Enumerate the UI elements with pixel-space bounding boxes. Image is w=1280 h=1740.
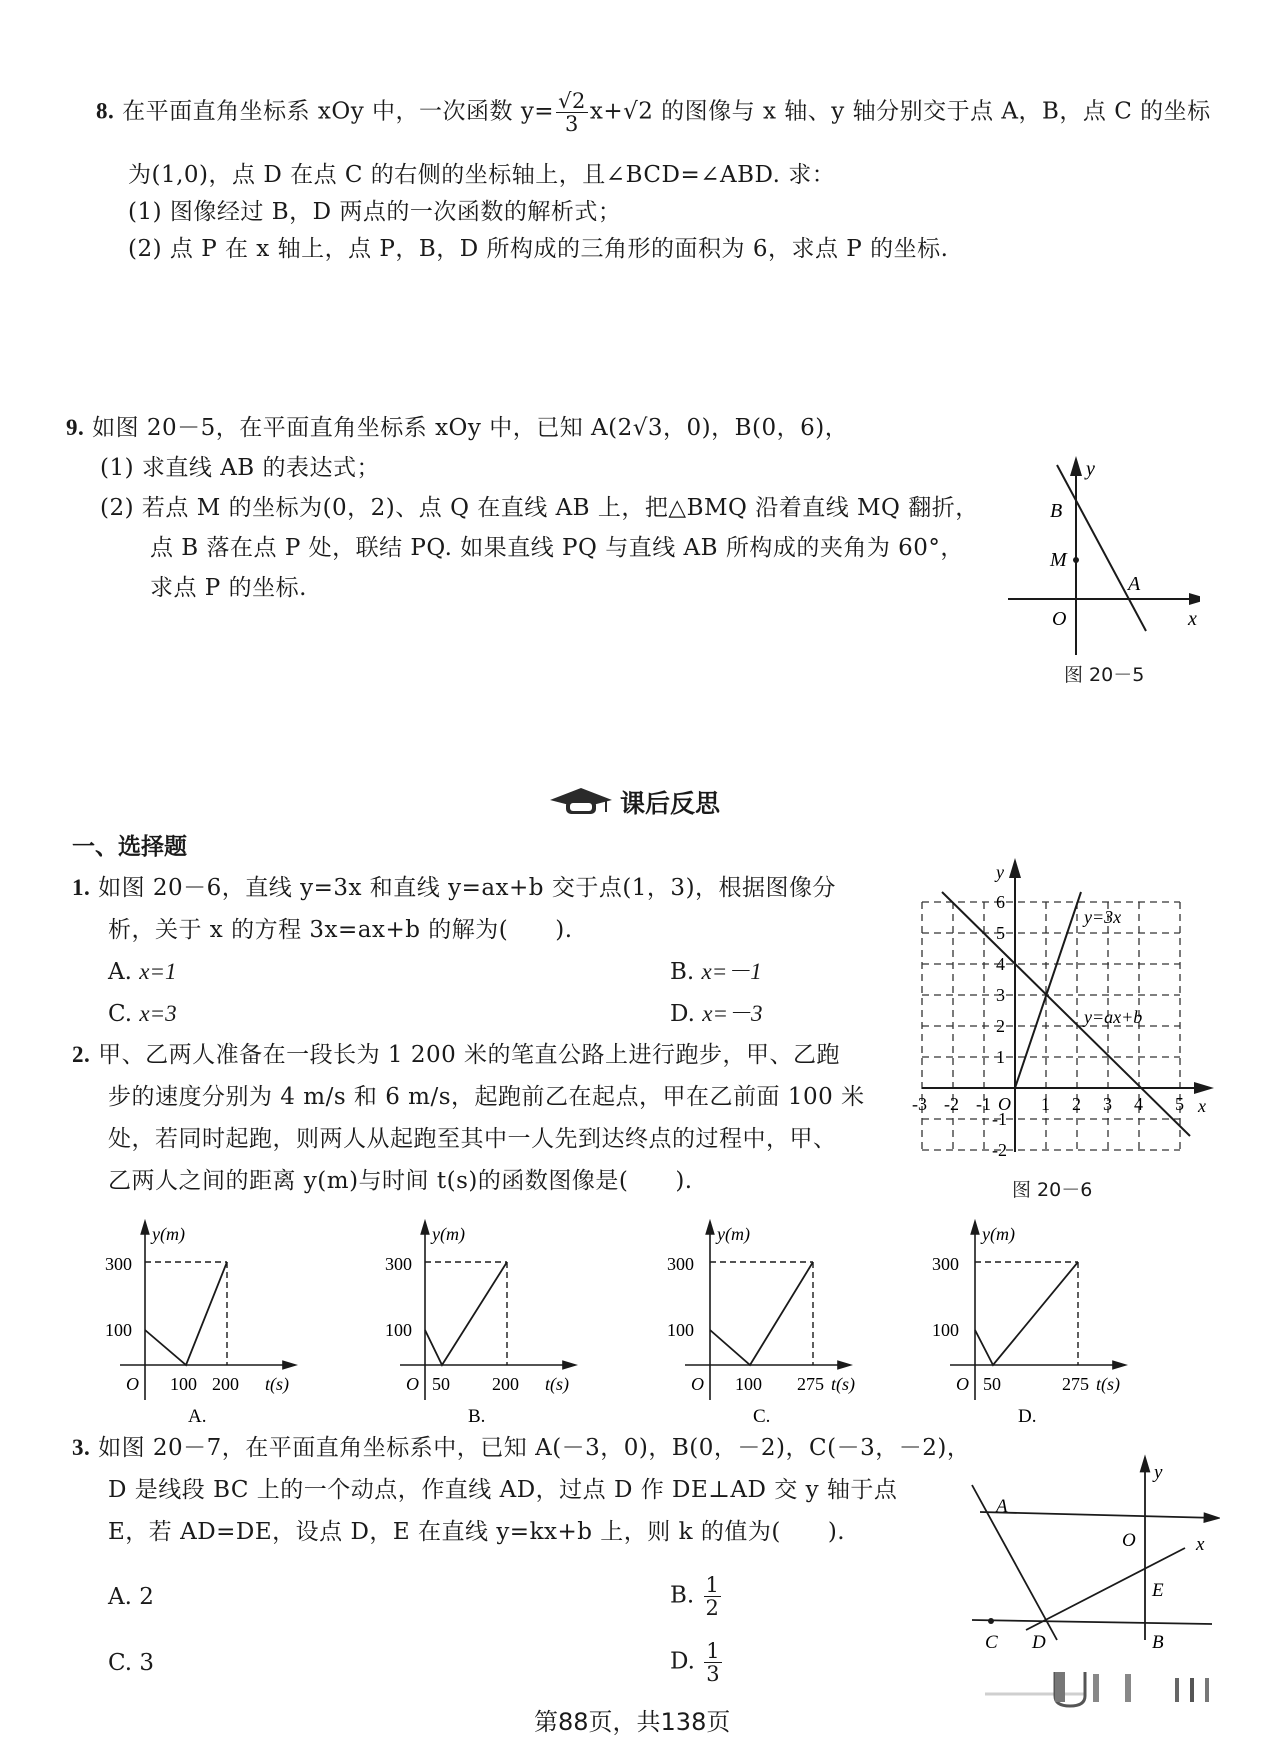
- svg-text:200: 200: [212, 1374, 239, 1394]
- section-title: 课后反思: [620, 789, 721, 818]
- q9-line1: 9. 如图 20－5，在平面直角坐标系 xOy 中，已知 A(2√3，0)，B(0，6)，: [66, 415, 849, 441]
- svg-text:y: y: [1154, 1462, 1163, 1483]
- c1-option-d[interactable]: D. x=－3: [670, 1001, 763, 1027]
- svg-text:O: O: [406, 1374, 419, 1394]
- graph-option-c[interactable]: [645, 1210, 865, 1425]
- scan-artifact-bars: [985, 1668, 1215, 1708]
- label-y: y: [996, 862, 1004, 882]
- label-y: y: [1086, 458, 1095, 480]
- svg-text:300: 300: [105, 1254, 132, 1274]
- svg-text:-2: -2: [992, 1140, 1007, 1160]
- svg-text:O: O: [998, 1094, 1011, 1114]
- svg-text:O: O: [691, 1374, 704, 1394]
- c1-option-a[interactable]: A. x=1: [108, 959, 177, 985]
- svg-text:-3: -3: [912, 1094, 927, 1114]
- svg-text:4: 4: [996, 954, 1005, 974]
- figure-20-6: [900, 850, 1220, 1180]
- svg-text:t(s): t(s): [831, 1374, 855, 1394]
- q8-fraction: $\frac{√2}{3}$: [558, 89, 586, 136]
- figure-20-5-caption: 图 20－5: [1064, 664, 1145, 686]
- svg-text:B: B: [1152, 1632, 1164, 1650]
- svg-text:100: 100: [932, 1320, 959, 1340]
- svg-text:275: 275: [797, 1374, 824, 1394]
- svg-text:O: O: [956, 1374, 969, 1394]
- svg-text:A.: A.: [188, 1406, 207, 1425]
- graph-option-b[interactable]: [370, 1210, 590, 1425]
- c3-number: 3.: [72, 1435, 91, 1460]
- q8-sub2: (2) 点 P 在 x 轴上，点 P，B，D 所构成的三角形的面积为 6，求点 P 的坐标.: [128, 236, 949, 262]
- svg-text:2: 2: [1072, 1094, 1081, 1114]
- svg-text:50: 50: [983, 1374, 1001, 1394]
- c3-option-c[interactable]: C. 3: [108, 1650, 155, 1676]
- q9-sub1: (1) 求直线 AB 的表达式；: [100, 455, 381, 481]
- label-x: x: [1188, 608, 1197, 630]
- svg-text:300: 300: [385, 1254, 412, 1274]
- q9-sub2-line2: 点 B 落在点 P 处，联结 PQ. 如果直线 PQ 与直线 AB 所构成的夹角为 60°，: [150, 535, 964, 561]
- x-axis: [980, 1512, 1218, 1518]
- svg-text:C.: C.: [753, 1406, 771, 1425]
- q8-number: 8.: [96, 98, 115, 124]
- svg-text:y(m): y(m): [717, 1224, 750, 1244]
- c1-option-c[interactable]: C. x=3: [108, 1001, 177, 1027]
- svg-text:2: 2: [996, 1016, 1005, 1036]
- graduation-cap-icon: [548, 786, 614, 818]
- c3-option-a[interactable]: A. 2: [108, 1584, 154, 1610]
- line-bc: [972, 1620, 1212, 1624]
- label-y-ax-b: y=ax+b: [1084, 1007, 1143, 1027]
- svg-text:t(s): t(s): [545, 1374, 569, 1394]
- label-m: M: [1050, 549, 1067, 571]
- svg-text:y(m): y(m): [432, 1224, 465, 1244]
- svg-text:1: 1: [1041, 1094, 1050, 1114]
- svg-text:1: 1: [996, 1047, 1005, 1067]
- svg-text:C: C: [985, 1632, 998, 1650]
- part-title: 一、选择题: [72, 834, 187, 860]
- point-m: [1073, 557, 1079, 563]
- point-c: [988, 1618, 994, 1624]
- svg-text:300: 300: [932, 1254, 959, 1274]
- q8-text-pre: 在平面直角坐标系 xOy 中，一次函数 y=: [122, 98, 555, 125]
- svg-text:t(s): t(s): [1096, 1374, 1120, 1394]
- svg-text:100: 100: [385, 1320, 412, 1340]
- svg-text:t(s): t(s): [265, 1374, 289, 1394]
- svg-text:100: 100: [735, 1374, 762, 1394]
- svg-text:100: 100: [170, 1374, 197, 1394]
- q9-number: 9.: [66, 415, 85, 440]
- svg-text:4: 4: [1134, 1094, 1143, 1114]
- svg-text:-1: -1: [992, 1109, 1007, 1129]
- svg-text:A: A: [996, 1496, 1008, 1517]
- svg-text:y(m): y(m): [152, 1224, 185, 1244]
- svg-text:5: 5: [996, 923, 1005, 943]
- svg-text:D.: D.: [1018, 1406, 1037, 1425]
- c1-line2: 析，关于 x 的方程 3x=ax+b 的解为( ).: [108, 917, 573, 943]
- svg-text:300: 300: [667, 1254, 694, 1274]
- graph-option-d[interactable]: [920, 1210, 1150, 1425]
- svg-text:B.: B.: [468, 1406, 486, 1425]
- line-ab: [1057, 465, 1146, 631]
- svg-text:3: 3: [1103, 1094, 1112, 1114]
- label-a: A: [1128, 573, 1141, 595]
- q9-sub2-line1: (2) 若点 M 的坐标为(0，2)、点 Q 在直线 AB 上，把△BMQ 沿着直线 MQ 翻折，: [100, 495, 979, 521]
- c1-number: 1.: [72, 875, 91, 900]
- graph-option-a[interactable]: [90, 1210, 310, 1425]
- line-ad: [972, 1485, 1057, 1640]
- svg-text:-2: -2: [944, 1094, 959, 1114]
- c3-line1: 3. 如图 20－7，在平面直角坐标系中，已知 A(－3，0)，B(0，－2)，C(－3，－2)，: [72, 1435, 971, 1461]
- svg-text:50: 50: [432, 1374, 450, 1394]
- figure-20-6-caption: 图 20－6: [1012, 1179, 1093, 1201]
- c3-option-d[interactable]: D. $\frac{1}{3}$: [670, 1639, 720, 1686]
- svg-text:-1: -1: [976, 1094, 991, 1114]
- svg-text:D: D: [1032, 1632, 1046, 1650]
- q8-line1: [96, 90, 1211, 135]
- figure-20-7: [960, 1450, 1220, 1650]
- c3-line3: E，若 AD=DE，设点 D，E 在直线 y=kx+b 上，则 k 的值为( ).: [108, 1519, 846, 1545]
- svg-text:O: O: [126, 1374, 139, 1394]
- label-x: x: [1198, 1096, 1206, 1116]
- svg-text:3: 3: [996, 985, 1005, 1005]
- label-y-3x: y=3x: [1084, 907, 1122, 927]
- c2-number: 2.: [72, 1042, 91, 1067]
- q8-sub1: (1) 图像经过 B，D 两点的一次函数的解析式；: [128, 199, 622, 225]
- q8-line2: 为(1,0)，点 D 在点 C 的右侧的坐标轴上，且∠BCD=∠ABD. 求：: [128, 162, 836, 188]
- svg-text:100: 100: [667, 1320, 694, 1340]
- c1-line1: 1. 如图 20－6，直线 y=3x 和直线 y=ax+b 交于点(1，3)，根据图像分: [72, 875, 837, 901]
- svg-text:200: 200: [492, 1374, 519, 1394]
- c3-line2: D 是线段 BC 上的一个动点，作直线 AD，过点 D 作 DE⊥AD 交 y 轴于点: [108, 1477, 898, 1503]
- c2-line4: 乙两人之间的距离 y(m)与时间 t(s)的函数图像是( ).: [108, 1168, 693, 1194]
- q8-text-post: x+√2 的图像与 x 轴、y 轴分别交于点 A，B，点 C 的坐标: [589, 98, 1211, 125]
- c2-line1: 2. 甲、乙两人准备在一段长为 1 200 米的笔直公路上进行跑步，甲、乙跑: [72, 1042, 841, 1068]
- figure-20-5: [1000, 455, 1200, 655]
- svg-text:x: x: [1196, 1534, 1205, 1555]
- line-y-3x: [1015, 892, 1081, 1088]
- q9-sub2-line3: 求点 P 的坐标.: [150, 575, 307, 601]
- svg-text:6: 6: [996, 892, 1005, 912]
- page-indicator: 第88页，共138页: [534, 1708, 731, 1736]
- svg-text:5: 5: [1175, 1094, 1184, 1114]
- svg-text:y(m): y(m): [982, 1224, 1015, 1244]
- c3-option-b[interactable]: B. $\frac{1}{2}$: [670, 1573, 719, 1620]
- label-o: O: [1052, 608, 1067, 630]
- c2-line3: 处，若同时起跑，则两人从起跑至其中一人先到达终点的过程中，甲、: [108, 1126, 837, 1152]
- svg-text:E: E: [1152, 1580, 1164, 1601]
- c1-option-b[interactable]: B. x=－1: [670, 959, 762, 985]
- c2-line2: 步的速度分别为 4 m/s 和 6 m/s，起跑前乙在起点，甲在乙前面 100 米: [108, 1084, 865, 1110]
- svg-text:100: 100: [105, 1320, 132, 1340]
- label-b: B: [1050, 500, 1063, 522]
- svg-text:O: O: [1122, 1530, 1136, 1551]
- svg-text:275: 275: [1062, 1374, 1089, 1394]
